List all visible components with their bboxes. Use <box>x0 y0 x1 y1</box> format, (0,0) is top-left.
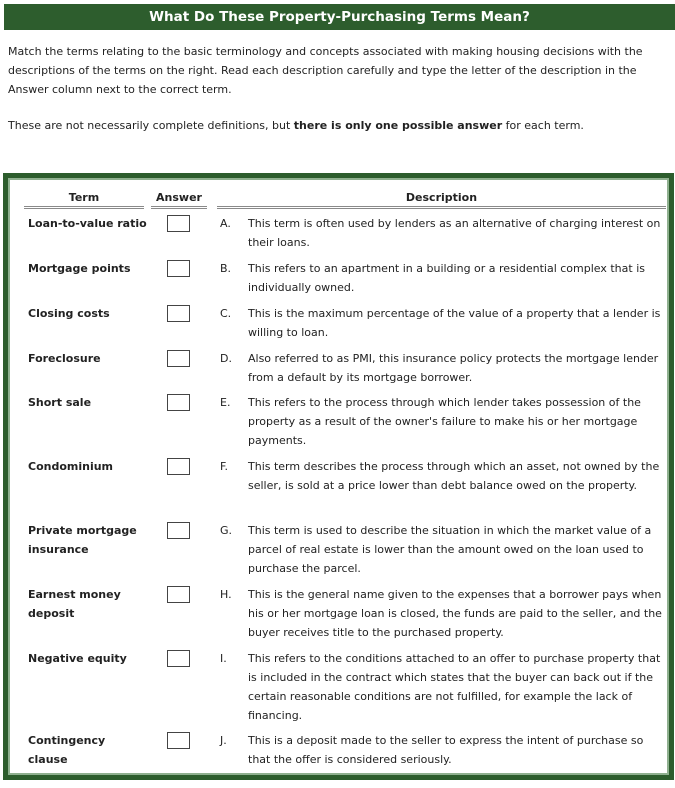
description-letter: E. <box>220 396 231 409</box>
term-label: Loan-to-value ratio <box>28 217 147 230</box>
description-text: This refers to the process through which lender takes possession of the property as a result of the owner's failure to make his or her mortgage payments. <box>248 396 641 447</box>
description-text: This refers to the conditions attached to an offer to purchase property that is included in the contract which states that the buyer can back out if the certain reasonable conditions are not fulfilled, for example the lack of financing. <box>248 652 661 722</box>
term-label: Foreclosure <box>28 352 101 365</box>
header-divider <box>217 206 666 209</box>
column-header-answer: Answer <box>156 191 202 204</box>
description-letter: G. <box>220 524 233 537</box>
answer-input[interactable] <box>167 305 190 322</box>
column-header-description: Description <box>405 191 478 204</box>
description-text: This is the general name given to the expenses that a borrower pays when his or her mortgage loan is closed, the funds are paid to the seller, and the buyer receives title to the purchased property. <box>248 588 662 639</box>
description-text: This is a deposit made to the seller to express the intent of purchase so that the offer is considered seriously. <box>248 734 644 766</box>
description-letter: H. <box>220 588 232 601</box>
page-title: What Do These Property-Purchasing Terms Mean? <box>4 4 675 30</box>
description-letter: I. <box>220 652 227 665</box>
answer-input[interactable] <box>167 215 190 232</box>
header-divider <box>151 206 207 209</box>
term-label: Condominium <box>28 460 114 473</box>
description-text: This refers to an apartment in a building or a residential complex that is individually owned. <box>248 262 645 294</box>
description-letter: C. <box>220 307 232 320</box>
answer-input[interactable] <box>167 586 190 603</box>
term-label: Earnest money deposit <box>28 588 121 620</box>
instructions-paragraph-2 <box>8 116 668 135</box>
answer-input[interactable] <box>167 350 190 367</box>
answer-input[interactable] <box>167 260 190 277</box>
column-header-term: Term <box>68 191 100 204</box>
instructions <box>8 42 668 135</box>
term-label: Mortgage points <box>28 262 131 275</box>
description-letter: J. <box>220 734 227 747</box>
description-text: This term describes the process through which an asset, not owned by the seller, is sold at a price lower than debt balance owed on the property. <box>248 460 660 492</box>
description-text: This is the maximum percentage of the value of a property that a lender is willing to loan. <box>248 307 661 339</box>
description-letter: A. <box>220 217 231 230</box>
matching-table-frame <box>3 173 674 780</box>
answer-input[interactable] <box>167 732 190 749</box>
matching-table <box>8 178 669 775</box>
instructions-text: These are not necessarily complete definitions, but <box>8 119 294 132</box>
answer-input[interactable] <box>167 394 190 411</box>
term-label: Short sale <box>28 396 92 409</box>
answer-input[interactable] <box>167 458 190 475</box>
description-letter: F. <box>220 460 229 473</box>
term-label: Negative equity <box>28 652 127 665</box>
answer-input[interactable] <box>167 650 190 667</box>
description-letter: B. <box>220 262 232 275</box>
description-text: Also referred to as PMI, this insurance policy protects the mortgage lender from a default by its mortgage borrower. <box>248 352 659 384</box>
answer-input[interactable] <box>167 522 190 539</box>
instructions-emphasis: there is only one possible answer <box>293 119 503 132</box>
description-text: This term is often used by lenders as an alternative of charging interest on their loans. <box>248 217 661 249</box>
instructions-text-end: for each term. <box>502 119 584 132</box>
description-letter: D. <box>220 352 232 365</box>
header-divider <box>24 206 144 209</box>
instructions-paragraph-1: Match the terms relating to the basic terminology and concepts associated with making housing decisions with the descriptions of the terms on the right. Read each description carefully and type the letter of the description in the Answer column next to the correct term. <box>8 45 643 96</box>
description-text: This term is used to describe the situation in which the market value of a parcel of real estate is lower than the amount owed on the loan used to purchase the parcel. <box>248 524 652 575</box>
term-label: Private mortgage insurance <box>28 524 137 556</box>
term-label: Contingency clause <box>28 734 106 766</box>
term-label: Closing costs <box>28 307 110 320</box>
